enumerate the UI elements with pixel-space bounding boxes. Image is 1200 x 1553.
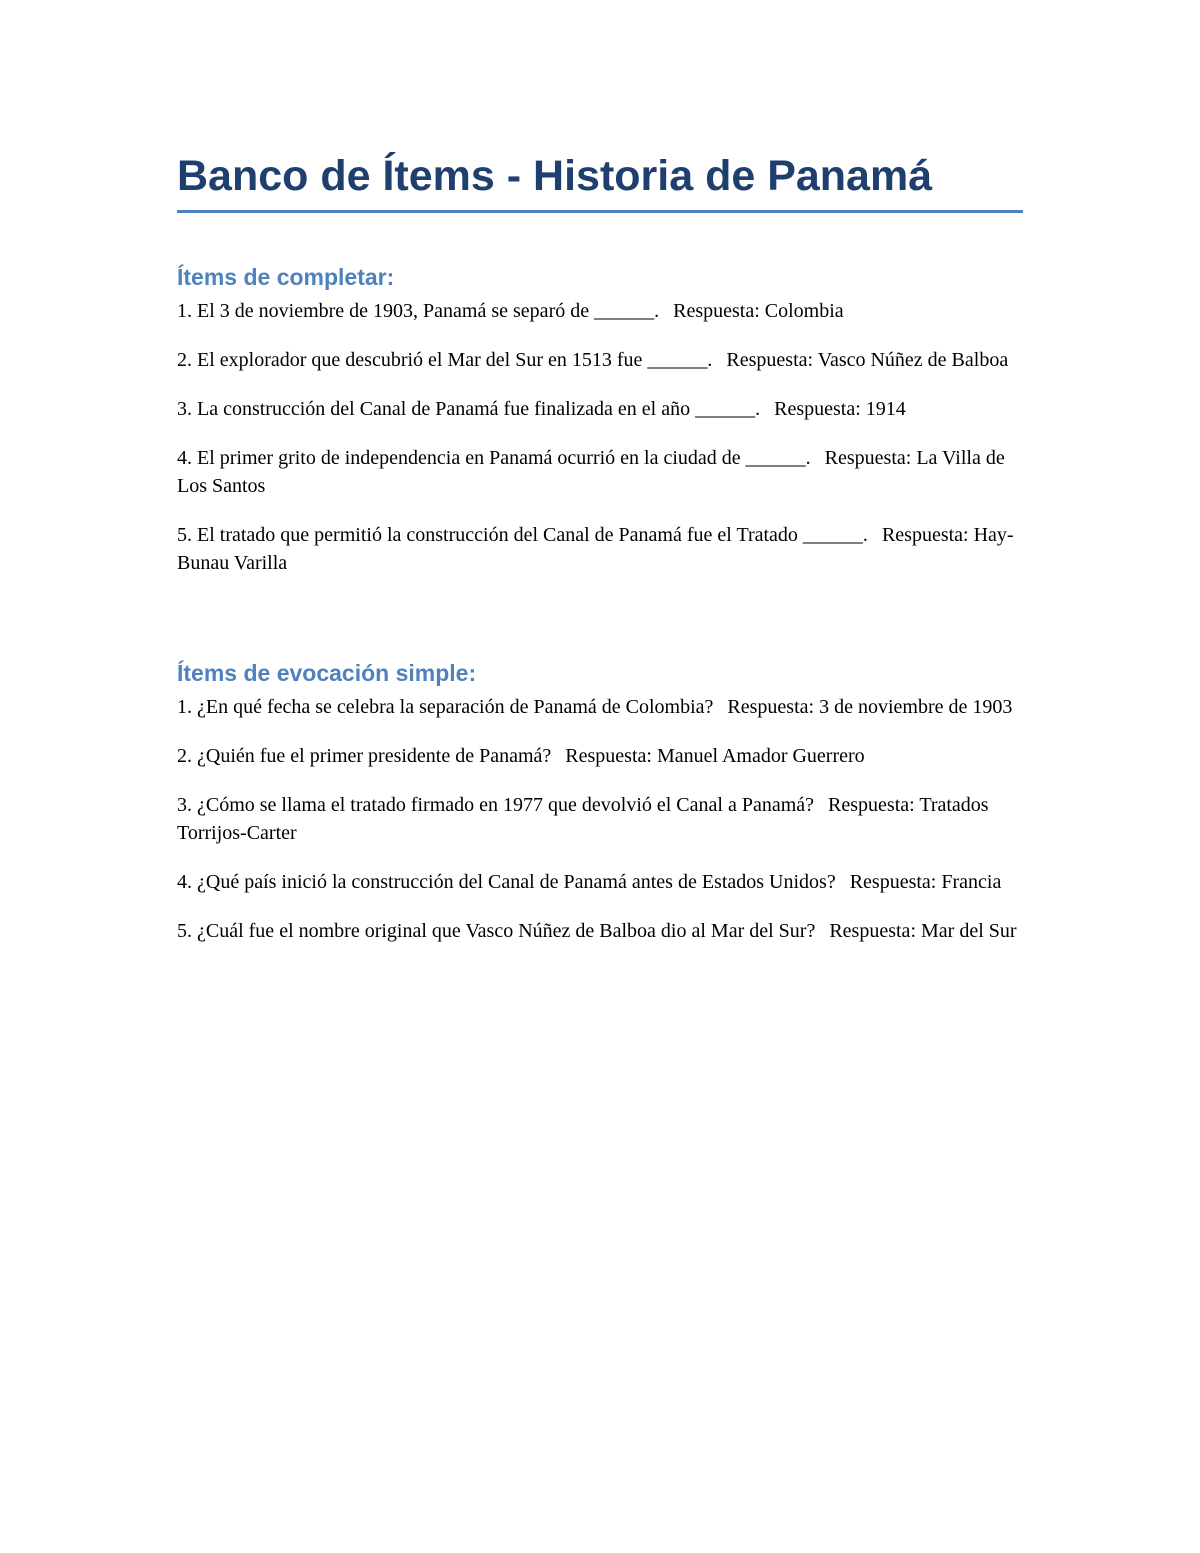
- document-body: [177, 148, 1023, 966]
- item-answer: Respuesta: Tratados Torrijos-Carter: [177, 794, 989, 844]
- list-item: [177, 346, 1023, 374]
- item-question: 3. ¿Cómo se llama el tratado firmado en 1977 que devolvió el Canal a Panamá?: [177, 794, 815, 816]
- section-completar: [177, 263, 1023, 577]
- list-item: [177, 693, 1023, 721]
- title-underline: [177, 210, 1023, 213]
- list-item: [177, 868, 1023, 896]
- item-question: 2. El explorador que descubrió el Mar del Sur en 1513 fue ______.: [177, 349, 713, 371]
- item-question: 4. El primer grito de independencia en Panamá ocurrió en la ciudad de ______.: [177, 447, 811, 469]
- item-question: 5. El tratado que permitió la construcción del Canal de Panamá fue el Tratado ______.: [177, 524, 868, 546]
- list-item: [177, 444, 1023, 500]
- list-item: [177, 791, 1023, 847]
- item-answer: Respuesta: Vasco Núñez de Balboa: [726, 349, 1009, 371]
- item-answer: Respuesta: Colombia: [673, 300, 844, 322]
- section-heading: Ítems de completar:: [177, 264, 395, 290]
- item-question: 1. El 3 de noviembre de 1903, Panamá se separó de ______.: [177, 300, 660, 322]
- item-question: 3. La construcción del Canal de Panamá fue finalizada en el año ______.: [177, 398, 761, 420]
- item-answer: Respuesta: Mar del Sur: [829, 920, 1017, 942]
- section-heading: Ítems de evocación simple:: [177, 660, 477, 686]
- section-evocacion: [177, 659, 1023, 945]
- list-item: [177, 395, 1023, 423]
- list-item: [177, 297, 1023, 325]
- item-answer: Respuesta: Francia: [849, 871, 1002, 893]
- item-answer: Respuesta: La Villa de Los Santos: [177, 447, 1005, 497]
- item-answer: Respuesta: 3 de noviembre de 1903: [727, 696, 1013, 718]
- item-question: 5. ¿Cuál fue el nombre original que Vasco Núñez de Balboa dio al Mar del Sur?: [177, 920, 816, 942]
- list-item: [177, 917, 1023, 945]
- list-item: [177, 742, 1023, 770]
- item-answer: Respuesta: 1914: [774, 398, 906, 420]
- item-answer: Respuesta: Hay-Bunau Varilla: [177, 524, 1014, 574]
- document-title: Banco de Ítems - Historia de Panamá: [177, 152, 933, 200]
- item-question: 4. ¿Qué país inició la construcción del Canal de Panamá antes de Estados Unidos?: [177, 871, 836, 893]
- item-answer: Respuesta: Manuel Amador Guerrero: [565, 745, 865, 767]
- list-item: [177, 521, 1023, 577]
- item-question: 1. ¿En qué fecha se celebra la separación de Panamá de Colombia?: [177, 696, 714, 718]
- item-question: 2. ¿Quién fue el primer presidente de Panamá?: [177, 745, 552, 767]
